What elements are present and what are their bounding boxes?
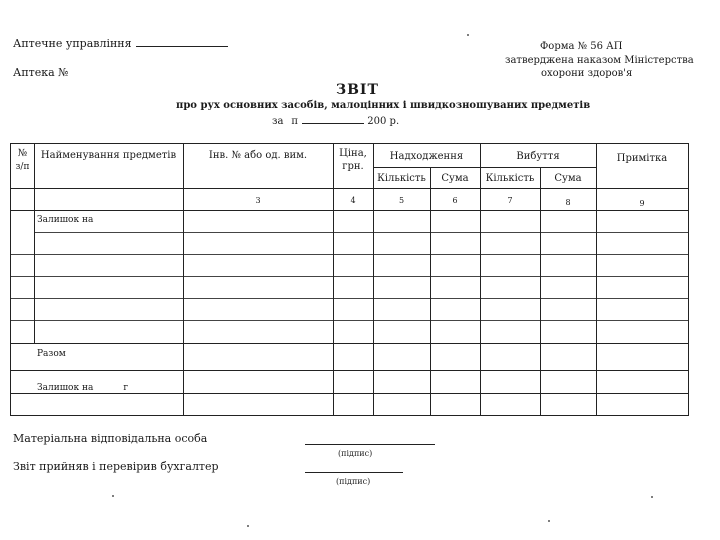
scan-speck [247, 525, 249, 527]
scan-speck [548, 520, 550, 522]
report-period: за п 200 р. [272, 116, 400, 127]
report-subtitle: про рух основних засобів, малоцінних і швидкозношуваних предметів [176, 100, 591, 111]
signature-caption-1: (підпис) [338, 449, 373, 458]
header-department-label: Аптечне управління [13, 37, 228, 50]
signature-line-1 [305, 444, 435, 445]
col-number-header: № з/п [15, 148, 30, 172]
col-disposal-qty-header: Кількість [485, 173, 535, 184]
scan-speck [467, 34, 469, 36]
header-pharmacy-label: Аптека № [13, 66, 69, 79]
row-closing-balance: Залишок на г [37, 383, 129, 393]
col-income-qty-header: Кількість [377, 173, 426, 184]
col-inventory-header: Інв. № або од. вим. [208, 150, 308, 161]
col-income-sum-header: Сума [441, 173, 469, 184]
col-num-7: 7 [507, 196, 513, 205]
col-disposal-sum-header: Сума [554, 173, 582, 184]
col-num-9: 9 [639, 199, 645, 208]
form-number: Форма № 56 АП [540, 41, 623, 52]
col-price-header: Ціна, грн. [339, 148, 367, 172]
col-num-6: 6 [452, 196, 458, 205]
col-note-header: Примітка [616, 153, 668, 164]
col-income-header: Надходження [389, 151, 464, 162]
row-opening-balance: Залишок на [37, 215, 94, 225]
responsible-person-label: Матеріальна відповідальна особа [13, 432, 208, 445]
row-total: Разом [37, 349, 66, 359]
signature-line-2 [305, 472, 403, 473]
report-title: ЗВІТ [336, 82, 379, 98]
accountant-label: Звіт прийняв і перевірив бухгалтер [13, 460, 219, 473]
col-disposal-header: Вибуття [516, 151, 560, 162]
scan-speck [651, 496, 653, 498]
col-num-4: 4 [350, 196, 356, 205]
form-ministry: охорони здоров'я [541, 68, 633, 79]
form-approval: затверджена наказом Міністерства [505, 55, 694, 66]
col-name-header: Найменування предметів [40, 150, 177, 161]
col-num-5: 5 [398, 196, 405, 205]
col-num-3: 3 [255, 196, 261, 205]
scan-speck [112, 495, 114, 497]
col-num-8: 8 [565, 198, 571, 207]
signature-caption-2: (підпис) [336, 477, 371, 486]
